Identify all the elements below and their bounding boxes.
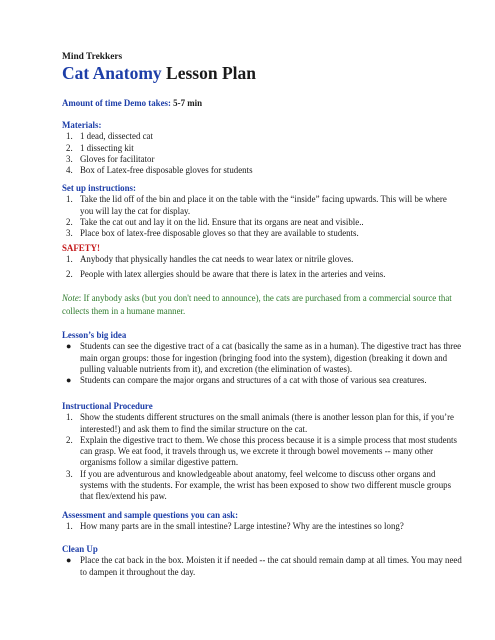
procedure-heading: Instructional Procedure (62, 401, 153, 411)
big-idea-heading: Lesson’s big idea (62, 330, 127, 340)
list-item: ● Students can see the digestive tract of a cat (basically the same as in a human). The digestive tract has three main organ groups: those for ingestion (bringing food into the system), digestion (breaking it down and pulling valuable nutrients from it), and excretion (the elimination of wastes). (66, 341, 462, 374)
demo-duration-value: 5-7 min (170, 98, 203, 108)
bullet-icon: ● (66, 341, 72, 352)
list-item: ● Students can compare the major organs and structures of a cat with those of various sea creatures. (66, 375, 427, 386)
list-item: 2. Explain the digestive tract to them. We chose this process because it is a simple process that most students can grasp. We eat food, it travels through us, we excrete it through bowel movements -- many other organisms follow a similar digestive pattern. (66, 434, 457, 468)
safety-section (62, 243, 462, 280)
list-item: 1. Take the lid off of the bin and place it on the table with the “inside” facing upwards. This will be where you will lay the cat for display. (66, 194, 447, 216)
list-item: 2. 1 dissecting kit (66, 142, 134, 153)
title-suffix: Lesson Plan (161, 63, 256, 83)
demo-duration (62, 98, 462, 109)
assessment-heading: Assessment and sample questions you can ask: (62, 510, 239, 520)
cleanup-section (62, 544, 462, 578)
list-item: 2. Take the cat out and lay it on the lid. Ensure that its organs are neat and visible.. (66, 216, 364, 227)
materials-list (62, 131, 462, 176)
procedure-section (62, 401, 462, 503)
materials-heading: Materials: (62, 120, 102, 130)
list-item: 1. How many parts are in the small intestine? Large intestine? Why are the intestines so long? (66, 521, 404, 532)
big-idea-section (62, 330, 462, 386)
title-subject: Cat Anatomy (62, 63, 162, 83)
list-item: 4. Box of Latex-free disposable gloves for students (66, 165, 253, 176)
cleanup-heading: Clean Up (62, 544, 98, 554)
list-item: 2. People with latex allergies should be aware that there is latex in the arteries and veins. (66, 268, 386, 279)
list-item: 1. Anybody that physically handles the cat needs to wear latex or nitrile gloves. (66, 254, 354, 265)
note-paragraph (62, 292, 462, 318)
assessment-list (62, 521, 462, 532)
procedure-list (62, 412, 462, 502)
list-item: 3. Gloves for facilitator (66, 153, 155, 164)
list-item: 1. 1 dead, dissected cat (66, 131, 153, 142)
bullet-icon: ● (66, 555, 72, 566)
materials-section (62, 120, 462, 176)
list-item: 1. Show the students different structures on the small animals (there is another lesson plan for this, if you’re interested!) and ask them to find the similar structure on the cat. (66, 412, 454, 434)
safety-list (62, 254, 462, 280)
note-label: Note (62, 293, 79, 303)
safety-heading: SAFETY! (62, 243, 100, 253)
note-text: : If anybody asks (but you don't need to announce), the cats are purchased from a commercial source that collects them in a humane manner. (62, 293, 452, 316)
demo-duration-label: Amount of time Demo takes: (62, 98, 171, 108)
list-item: ● Place the cat back in the box. Moisten it if needed -- the cat should remain damp at all times. You may need to dampen it throughout the day. (66, 555, 462, 577)
cleanup-list (62, 555, 462, 578)
big-idea-list (62, 341, 462, 386)
organization-name: Mind Trekkers (62, 52, 123, 62)
list-item: 3. If you are adventurous and knowledgeable about anatomy, feel welcome to discuss other organs and systems with the students. For example, the wrist has been exposed to show two different muscle groups that flex/extend his paw. (66, 468, 452, 502)
setup-section (62, 183, 462, 239)
list-item: 3. Place box of latex-free disposable gloves so that they are available to students. (66, 228, 359, 239)
setup-heading: Set up instructions: (62, 183, 136, 193)
bullet-icon: ● (66, 375, 72, 386)
assessment-section (62, 510, 462, 533)
setup-list (62, 194, 462, 239)
page-title (62, 63, 462, 83)
